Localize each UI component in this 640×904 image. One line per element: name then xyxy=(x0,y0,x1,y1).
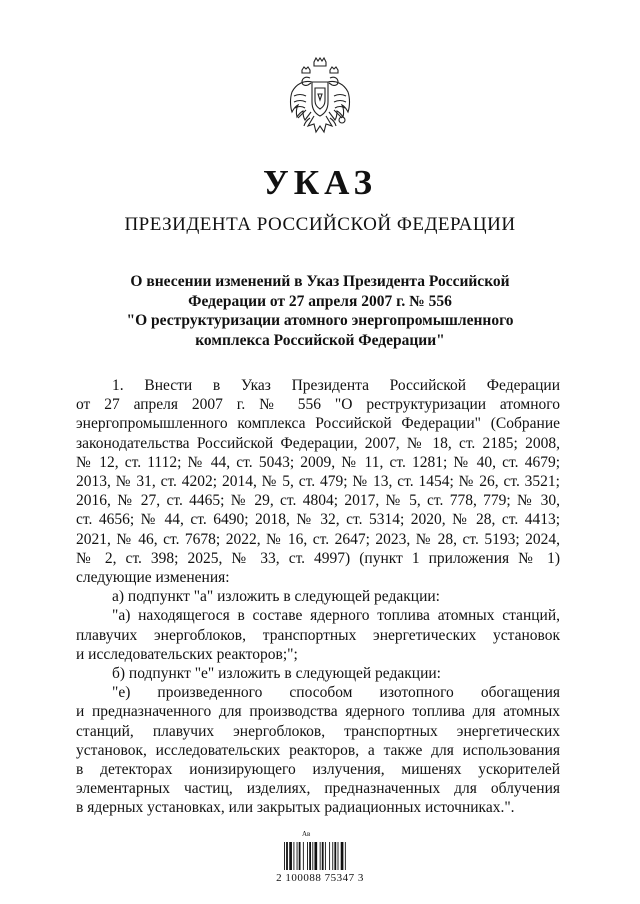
barcode-bar xyxy=(314,842,317,870)
body-line: и исследовательских реакторов;"; xyxy=(76,645,298,663)
body-line: "а) находящегося в составе ядерного топлива атомных станций, xyxy=(112,607,560,625)
barcode-number: 2 100088 75347 3 xyxy=(276,872,364,884)
decree-heading xyxy=(90,272,550,350)
body-line: станций, плавучих энергоблоков, транспортных энергетических xyxy=(76,722,560,740)
document-subtitle: ПРЕЗИДЕНТА РОССИЙСКОЙ ФЕДЕРАЦИИ xyxy=(124,214,516,235)
barcode-bar xyxy=(293,842,294,870)
barcode-bar xyxy=(345,842,346,870)
body-line: ст. 4656; № 44, ст. 6490; 2018, № 32, ст. 5314; 2020, № 28, ст. 4413; xyxy=(76,511,560,529)
barcode-bar xyxy=(312,842,313,870)
body-line: от 27 апреля 2007 г. № 556 "О реструктуризации атомного xyxy=(76,396,560,414)
barcode-bar xyxy=(286,842,288,870)
barcode-bar xyxy=(341,842,344,870)
barcode-bar xyxy=(329,842,330,870)
barcode-bar xyxy=(303,842,304,870)
barcode-bar xyxy=(322,842,324,870)
body-line: элементарных частиц, изделиях, предназначенных для облучения xyxy=(76,780,560,798)
barcode-bar xyxy=(299,842,301,870)
barcode-mark: Ав xyxy=(302,830,311,838)
coat-of-arms-emblem xyxy=(288,56,352,144)
body-line: № 2, ст. 398; 2025, № 33, ст. 4997) (пункт 1 приложения № 1) xyxy=(76,549,560,567)
barcode-bar xyxy=(332,842,333,870)
heading-line: Федерации от 27 апреля 2007 г. № 556 xyxy=(188,292,452,310)
body-line: в детекторах ионизирующего излучения, мишенях ускорителей xyxy=(76,761,560,779)
document-title: УКАЗ xyxy=(263,163,377,202)
heading-line: О внесении изменений в Указ Президента Российской xyxy=(130,273,510,290)
barcode-bar xyxy=(325,842,326,870)
barcode-bar xyxy=(334,842,336,870)
body-line: в ядерных установках, или закрытых радиационных источниках.". xyxy=(76,799,515,817)
body-line: № 12, ст. 1112; № 44, ст. 5043; 2009, № 11, ст. 1281; № 40, ст. 4679; xyxy=(76,453,560,471)
barcode-bar xyxy=(307,842,308,870)
body-line: установок, исследовательских реакторов, а также для использования xyxy=(76,741,560,759)
body-line: 2013, № 31, ст. 4202; 2014, № 5, ст. 479; № 13, ст. 1454; № 26, ст. 3521; xyxy=(76,473,560,491)
barcode-bar xyxy=(309,842,311,870)
body-line: б) подпункт "е" изложить в следующей редакции: xyxy=(112,665,441,683)
body-line: энергопромышленного комплекса Российской Федерации" (Собрание xyxy=(76,415,560,433)
body-line: 2021, № 46, ст. 7678; 2022, № 16, ст. 2647; 2023, № 28, ст. 5193; 2024, xyxy=(76,530,560,548)
body-line: плавучих энергоблоков, транспортных энергетических установок xyxy=(76,626,560,644)
body-line: и предназначенного для производства ядерного топлива для атомных xyxy=(76,703,560,721)
body-line: а) подпункт "а" изложить в следующей редакции: xyxy=(112,588,440,606)
body-line: следующие изменения: xyxy=(76,569,230,587)
body-line: 1. Внести в Указ Президента Российской Федерации xyxy=(112,377,560,394)
body-line: 2016, № 27, ст. 4465; № 29, ст. 4804; 2017, № 5, ст. 778, 779; № 30, xyxy=(76,492,560,510)
barcode-bar xyxy=(284,842,285,870)
heading-line: комплекса Российской Федерации" xyxy=(195,331,445,349)
barcode-bar xyxy=(289,842,292,870)
heading-line: "О реструктуризации атомного энергопромышленного xyxy=(126,312,514,329)
barcode-bar xyxy=(338,842,339,870)
body-line: "е) произведенного способом изотопного обогащения xyxy=(112,684,560,702)
barcode-bar xyxy=(297,842,298,870)
barcode-image xyxy=(280,832,370,898)
decree-body xyxy=(76,376,560,818)
barcode-bar xyxy=(320,842,321,870)
body-line: законодательства Российской Федерации, 2007, № 18, ст. 2185; 2008, xyxy=(76,434,560,452)
